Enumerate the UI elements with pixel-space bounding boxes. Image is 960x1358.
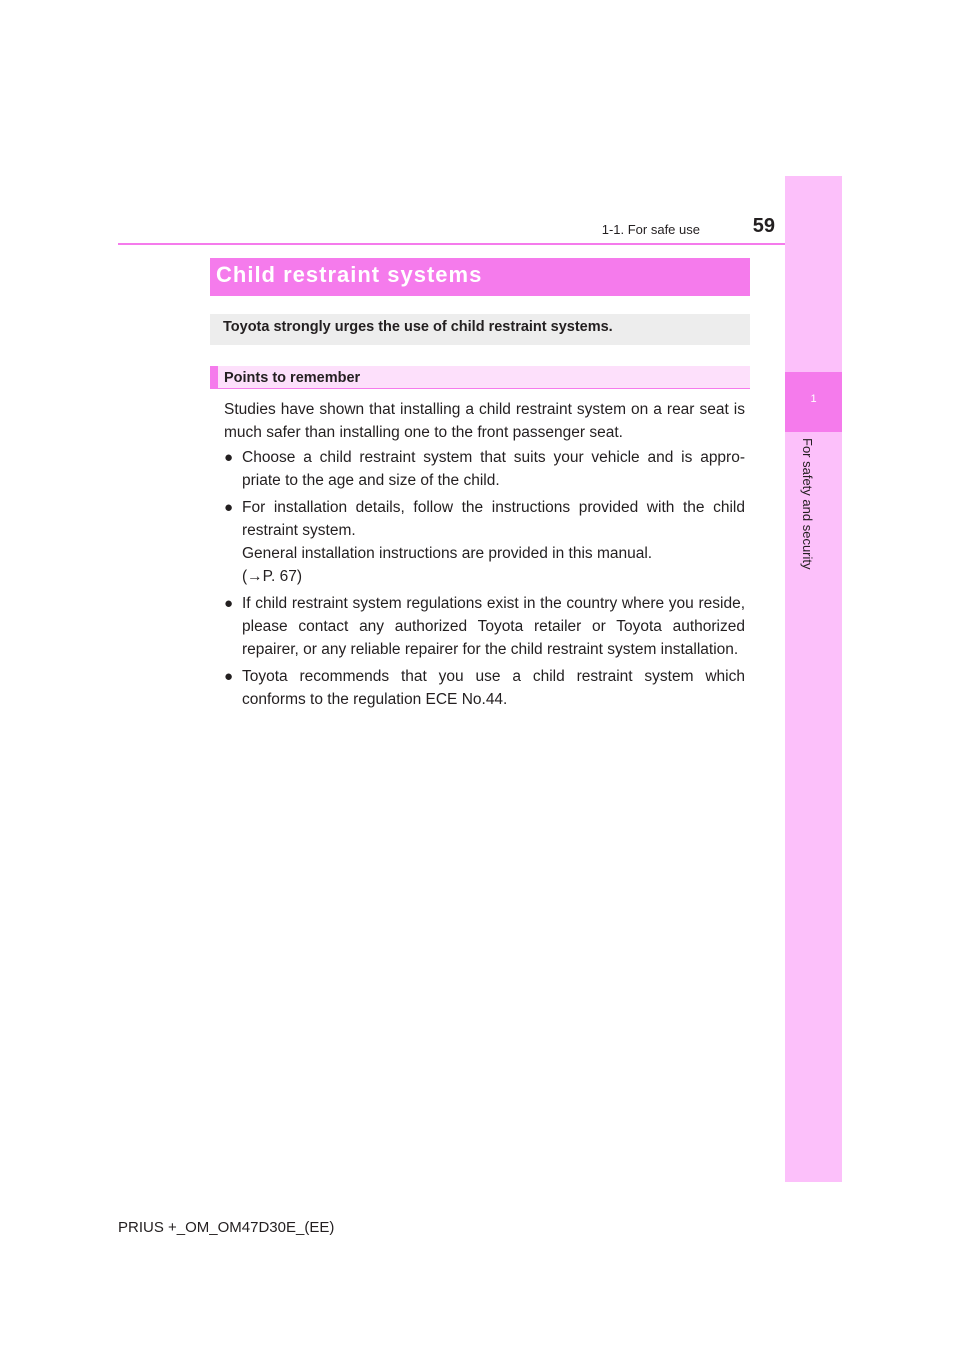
- points-heading-underline: [210, 388, 750, 389]
- bullet-text: Toyota recommends that you use a child restraint system which conforms to the regulation ECE No.44.: [242, 668, 745, 708]
- footer-doc-code: PRIUS +_OM_OM47D30E_(EE): [118, 1219, 335, 1236]
- chapter-number: 1: [810, 393, 817, 405]
- header-section-title: 1-1. For safe use: [601, 222, 700, 237]
- chapter-label: For safety and security: [800, 438, 815, 570]
- points-heading-marker: [210, 366, 218, 389]
- intro-paragraph: Studies have shown that installing a child restraint system on a rear seat is much safer than installing one to the front passenger seat.: [224, 401, 745, 441]
- bullet-icon: ●: [224, 668, 234, 685]
- bullet-subtext: General installation instructions are provided in this manual.: [242, 545, 653, 562]
- page-number: 59: [752, 215, 775, 237]
- bullet-text: Choose a child restraint system that suits your vehicle and is appro-priate to the age and size of the child.: [242, 449, 745, 489]
- list-item: [224, 665, 745, 711]
- page-title: Child restraint systems: [216, 262, 483, 287]
- points-heading: Points to remember: [224, 370, 361, 386]
- list-item: [224, 592, 745, 661]
- bullet-list: [224, 446, 745, 715]
- header-divider: [118, 243, 785, 245]
- bullet-text: If child restraint system regulations exist in the country where you reside, please contact any authorized Toyota retailer or Toyota authorized repairer, or any reliable repairer for the child restraint system installation.: [242, 595, 745, 658]
- chapter-side-tab: [785, 176, 842, 1182]
- bullet-text: For installation details, follow the instructions provided with the child restraint system.: [242, 499, 745, 539]
- intro-text: Toyota strongly urges the use of child restraint systems.: [223, 319, 613, 335]
- list-item: [224, 496, 745, 588]
- bullet-icon: ●: [224, 499, 234, 516]
- page-reference-link[interactable]: (→P. 67): [242, 568, 303, 585]
- bullet-icon: ●: [224, 595, 234, 612]
- list-item: [224, 446, 745, 492]
- bullet-icon: ●: [224, 449, 234, 466]
